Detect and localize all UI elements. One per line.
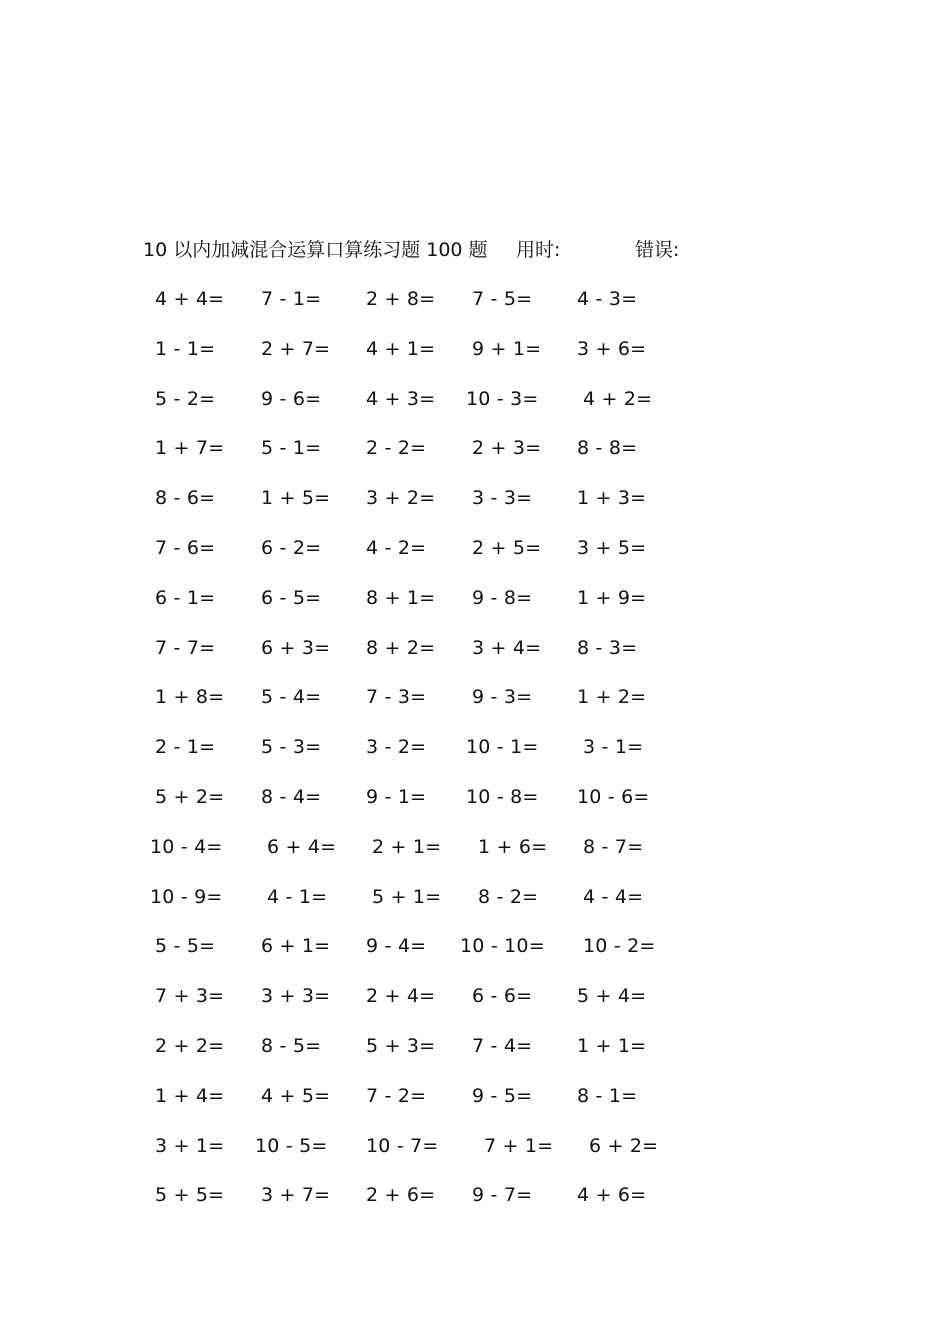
problem-r13-c5: 4 - 4=	[583, 886, 644, 908]
problem-r9-c1: 1 + 8=	[155, 686, 225, 708]
problem-r16-c5: 1 + 1=	[577, 1035, 647, 1057]
problem-r3-c4: 10 - 3=	[466, 388, 539, 410]
problem-r18-c2: 10 - 5=	[255, 1135, 328, 1157]
problem-r18-c3: 10 - 7=	[366, 1135, 439, 1157]
problem-r13-c2: 4 - 1=	[267, 886, 328, 908]
problem-r2-c4: 9 + 1=	[472, 338, 542, 360]
problem-r16-c4: 7 - 4=	[472, 1035, 533, 1057]
problem-r6-c3: 4 - 2=	[366, 537, 427, 559]
problem-r4-c1: 1 + 7=	[155, 437, 225, 459]
problem-r12-c2: 6 + 4=	[267, 836, 337, 858]
problem-r13-c3: 5 + 1=	[372, 886, 442, 908]
problem-r3-c1: 5 - 2=	[155, 388, 216, 410]
problem-r10-c2: 5 - 3=	[261, 736, 322, 758]
problem-r9-c4: 9 - 3=	[472, 686, 533, 708]
problem-r12-c5: 8 - 7=	[583, 836, 644, 858]
problem-r11-c2: 8 - 4=	[261, 786, 322, 808]
problem-r17-c3: 7 - 2=	[366, 1085, 427, 1107]
problem-r8-c3: 8 + 2=	[366, 637, 436, 659]
problem-r14-c4: 10 - 10=	[460, 935, 545, 957]
problem-r11-c4: 10 - 8=	[466, 786, 539, 808]
problem-r1-c1: 4 + 4=	[155, 288, 225, 310]
problem-r14-c3: 9 - 4=	[366, 935, 427, 957]
problem-r19-c1: 5 + 5=	[155, 1184, 225, 1206]
problem-r17-c2: 4 + 5=	[261, 1085, 331, 1107]
problem-r7-c1: 6 - 1=	[155, 587, 216, 609]
time-label: 用时:	[516, 239, 561, 261]
problem-r1-c4: 7 - 5=	[472, 288, 533, 310]
problem-r5-c5: 1 + 3=	[577, 487, 647, 509]
problem-r11-c3: 9 - 1=	[366, 786, 427, 808]
problem-r16-c1: 2 + 2=	[155, 1035, 225, 1057]
problem-r12-c3: 2 + 1=	[372, 836, 442, 858]
problem-r7-c4: 9 - 8=	[472, 587, 533, 609]
problem-r15-c3: 2 + 4=	[366, 985, 436, 1007]
problem-r9-c3: 7 - 3=	[366, 686, 427, 708]
problem-r7-c5: 1 + 9=	[577, 587, 647, 609]
problem-r8-c2: 6 + 3=	[261, 637, 331, 659]
problem-r6-c1: 7 - 6=	[155, 537, 216, 559]
problem-r19-c2: 3 + 7=	[261, 1184, 331, 1206]
problem-r3-c2: 9 - 6=	[261, 388, 322, 410]
problem-r12-c1: 10 - 4=	[150, 836, 223, 858]
problem-r10-c5: 3 - 1=	[583, 736, 644, 758]
problem-r17-c5: 8 - 1=	[577, 1085, 638, 1107]
problem-r11-c5: 10 - 6=	[577, 786, 650, 808]
problem-r16-c3: 5 + 3=	[366, 1035, 436, 1057]
problem-r15-c4: 6 - 6=	[472, 985, 533, 1007]
problem-r3-c3: 4 + 3=	[366, 388, 436, 410]
problem-r18-c1: 3 + 1=	[155, 1135, 225, 1157]
error-label: 错误:	[635, 239, 680, 261]
problem-r1-c5: 4 - 3=	[577, 288, 638, 310]
problem-r13-c1: 10 - 9=	[150, 886, 223, 908]
problem-r19-c5: 4 + 6=	[577, 1184, 647, 1206]
problem-r8-c1: 7 - 7=	[155, 637, 216, 659]
problem-r16-c2: 8 - 5=	[261, 1035, 322, 1057]
problem-r9-c5: 1 + 2=	[577, 686, 647, 708]
problem-r3-c5: 4 + 2=	[583, 388, 653, 410]
problem-r6-c4: 2 + 5=	[472, 537, 542, 559]
problem-r17-c1: 1 + 4=	[155, 1085, 225, 1107]
problem-r19-c4: 9 - 7=	[472, 1184, 533, 1206]
problem-r6-c2: 6 - 2=	[261, 537, 322, 559]
problem-r8-c4: 3 + 4=	[472, 637, 542, 659]
problem-r12-c4: 1 + 6=	[478, 836, 548, 858]
problem-r1-c3: 2 + 8=	[366, 288, 436, 310]
problem-r17-c4: 9 - 5=	[472, 1085, 533, 1107]
problem-r15-c1: 7 + 3=	[155, 985, 225, 1007]
problem-r5-c4: 3 - 3=	[472, 487, 533, 509]
problem-r6-c5: 3 + 5=	[577, 537, 647, 559]
problem-r13-c4: 8 - 2=	[478, 886, 539, 908]
problem-r2-c5: 3 + 6=	[577, 338, 647, 360]
problem-r4-c2: 5 - 1=	[261, 437, 322, 459]
problem-r5-c3: 3 + 2=	[366, 487, 436, 509]
problem-r7-c3: 8 + 1=	[366, 587, 436, 609]
problem-r15-c5: 5 + 4=	[577, 985, 647, 1007]
problem-r7-c2: 6 - 5=	[261, 587, 322, 609]
problem-r14-c2: 6 + 1=	[261, 935, 331, 957]
problem-r5-c1: 8 - 6=	[155, 487, 216, 509]
problem-r1-c2: 7 - 1=	[261, 288, 322, 310]
problem-r5-c2: 1 + 5=	[261, 487, 331, 509]
problem-r10-c4: 10 - 1=	[466, 736, 539, 758]
problem-r4-c5: 8 - 8=	[577, 437, 638, 459]
problem-r18-c4: 7 + 1=	[484, 1135, 554, 1157]
problem-r14-c5: 10 - 2=	[583, 935, 656, 957]
problem-r4-c3: 2 - 2=	[366, 437, 427, 459]
problem-r19-c3: 2 + 6=	[366, 1184, 436, 1206]
problem-r10-c1: 2 - 1=	[155, 736, 216, 758]
problem-r2-c3: 4 + 1=	[366, 338, 436, 360]
problem-r15-c2: 3 + 3=	[261, 985, 331, 1007]
problem-r10-c3: 3 - 2=	[366, 736, 427, 758]
problem-r14-c1: 5 - 5=	[155, 935, 216, 957]
problem-r8-c5: 8 - 3=	[577, 637, 638, 659]
problem-r2-c2: 2 + 7=	[261, 338, 331, 360]
problem-r11-c1: 5 + 2=	[155, 786, 225, 808]
problem-r18-c5: 6 + 2=	[589, 1135, 659, 1157]
problem-r2-c1: 1 - 1=	[155, 338, 216, 360]
worksheet-title: 10 以内加减混合运算口算练习题 100 题	[143, 239, 488, 261]
problem-r4-c4: 2 + 3=	[472, 437, 542, 459]
problem-r9-c2: 5 - 4=	[261, 686, 322, 708]
